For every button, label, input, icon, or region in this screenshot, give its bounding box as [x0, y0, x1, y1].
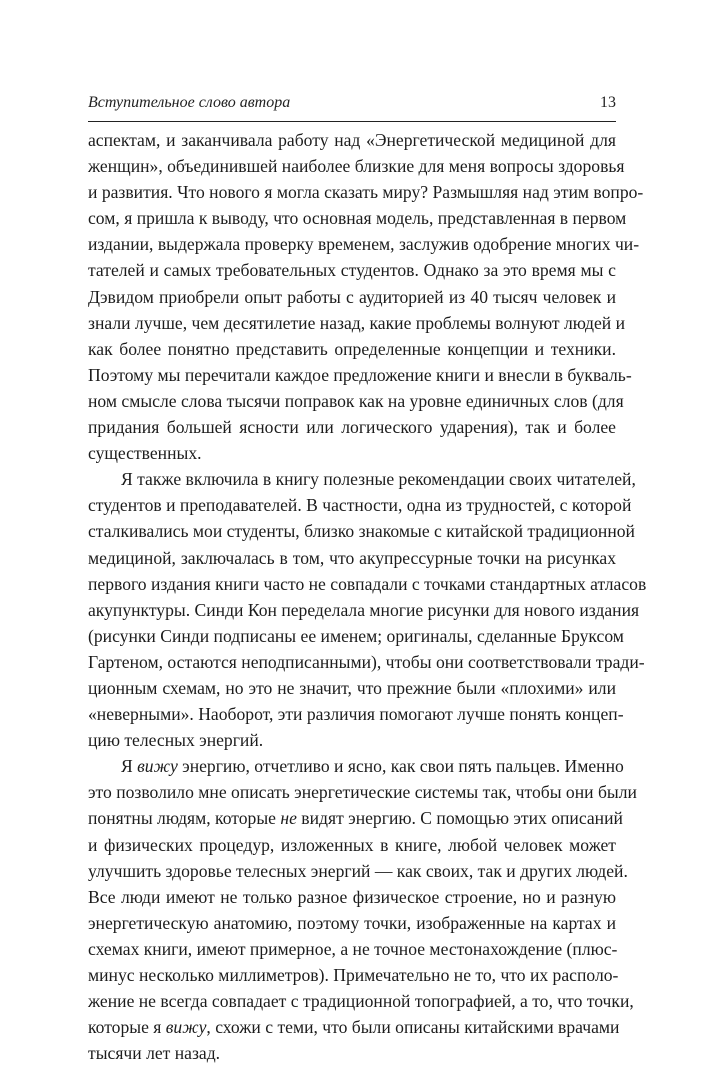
text-run: сом, я пришла к выводу, что основная модель, представленная в первом	[88, 208, 627, 229]
text-line	[88, 362, 632, 388]
text-run: понятны людям, которые	[88, 808, 281, 829]
text-run: тысячи лет назад.	[88, 1043, 221, 1064]
text-run: цию телесных энергий.	[88, 730, 264, 751]
text-line	[88, 910, 616, 936]
text-run: Все люди имеют не только разное физическое строение, но и разную	[88, 886, 616, 907]
text-line	[88, 858, 628, 884]
text-run: женщин», объединившей наиболее близкие для меня вопросы здоровья	[88, 156, 625, 177]
emphasis: не	[280, 808, 297, 829]
text-line	[88, 597, 640, 623]
text-line	[88, 518, 635, 544]
text-line	[88, 284, 616, 310]
text-run: улучшить здоровье телесных энергий — как своих, так и других людей.	[88, 860, 628, 881]
text-run: схемах книги, имеют примерное, а не точное местонахождение (плюс-	[88, 938, 618, 959]
paragraph	[88, 127, 644, 466]
text-line	[88, 310, 626, 336]
text-run: как более понятно представить определенные концепции и техники.	[88, 338, 616, 359]
text-run: , схожи с теми, что были описаны китайскими врачами	[206, 1017, 620, 1038]
text-line	[88, 466, 636, 492]
text-line	[88, 571, 647, 597]
text-line	[88, 675, 616, 701]
text-run: это позволило мне описать энергетические системы так, чтобы они были	[88, 782, 637, 803]
text-run: видят энергию. С помощью этих описаний	[296, 808, 623, 829]
text-run: (рисунки Синди подписаны ее именем; оригиналы, сделанные Бруксом	[88, 625, 624, 646]
text-run: издании, выдержала проверку временем, заслужив одобрение многих чи-	[88, 234, 640, 255]
text-run: и физических процедур, изложенных в книге, любой человек может	[88, 834, 616, 855]
text-run: «неверными». Наоборот, эти различия помогают лучше понять концеп-	[88, 704, 624, 725]
text-run: Я также включила в книгу полезные рекомендации своих читателей,	[121, 469, 636, 490]
text-run: и развития. Что нового я могла сказать миру? Размышляя над этим вопро-	[88, 182, 644, 203]
text-line	[88, 492, 632, 518]
text-line	[88, 231, 640, 257]
text-line	[88, 701, 624, 727]
text-line	[88, 257, 616, 283]
text-run: аспектам, и заканчивала работу над «Энергетической медициной для	[88, 130, 616, 150]
text-line	[88, 388, 624, 414]
body-text	[88, 127, 647, 1066]
text-run: студентов и преподавателей. В частности, одна из трудностей, с которой	[88, 495, 632, 516]
text-line	[88, 153, 625, 179]
text-line	[88, 127, 616, 153]
text-line	[88, 649, 645, 675]
text-run: медициной, заключалась в том, что акупрессурные точки на рисунках	[88, 547, 616, 568]
text-run: жение не всегда совпадает с традиционной топографией, а то, что точки,	[88, 991, 634, 1012]
emphasis: вижу	[137, 756, 178, 777]
text-line	[88, 440, 616, 466]
text-run: ном смысле слова тысячи поправок как на уровне единичных слов (для	[88, 390, 624, 411]
paragraph	[88, 466, 647, 753]
text-run: сталкивались мои студенты, близко знакомые с китайской традиционной	[88, 521, 635, 542]
paragraph	[88, 753, 637, 1066]
header-rule	[88, 121, 616, 122]
text-run: энергетическую анатомию, поэтому точки, изображенные на картах и	[88, 912, 616, 933]
text-line	[88, 988, 634, 1014]
text-run: минус несколько миллиметров). Примечательно не то, что их располо-	[88, 965, 619, 985]
page-number: 13	[600, 94, 616, 111]
text-line	[88, 936, 616, 962]
text-run: Я	[121, 756, 138, 777]
text-line	[88, 336, 616, 362]
text-line	[88, 805, 623, 831]
text-line	[88, 884, 616, 910]
text-line	[88, 962, 619, 988]
text-line	[88, 1040, 616, 1066]
text-line	[88, 1014, 620, 1040]
text-run: существенных.	[88, 443, 202, 464]
text-run: тателей и самых требовательных студентов. Однако за это время мы с	[88, 260, 616, 281]
text-run: первого издания книги часто не совпадали с точками стандартных атласов	[88, 573, 647, 594]
text-line	[88, 779, 637, 805]
text-run: Дэвидом приобрели опыт работы с аудиторией из 40 тысяч человек и	[88, 286, 616, 307]
text-run: которые я	[88, 1017, 166, 1038]
text-run: Гартеном, остаются неподписанными), чтобы они соответствовали тради-	[88, 651, 645, 672]
text-line	[88, 727, 616, 753]
text-run: энергию, отчетливо и ясно, как свои пять пальцев. Именно	[177, 756, 624, 777]
text-run: придания большей ясности или логического ударения), так и более	[88, 417, 616, 438]
running-head	[88, 94, 616, 120]
text-line	[88, 414, 616, 440]
text-line	[88, 179, 644, 205]
text-line	[88, 623, 624, 649]
text-line	[88, 205, 627, 231]
text-run: Поэтому мы перечитали каждое предложение книги и внесли в букваль-	[88, 364, 632, 385]
text-run: ционным схемам, но это не значит, что прежние были «плохими» или	[88, 677, 616, 698]
running-title: Вступительное слово автора	[88, 94, 291, 111]
text-line	[88, 832, 616, 858]
text-line	[88, 753, 624, 779]
text-line	[88, 545, 616, 571]
text-run: акупунктуры. Синди Кон переделала многие рисунки для нового издания	[88, 599, 640, 620]
emphasis: вижу	[165, 1017, 207, 1038]
text-run: знали лучше, чем десятилетие назад, какие проблемы волнуют людей и	[88, 312, 626, 333]
